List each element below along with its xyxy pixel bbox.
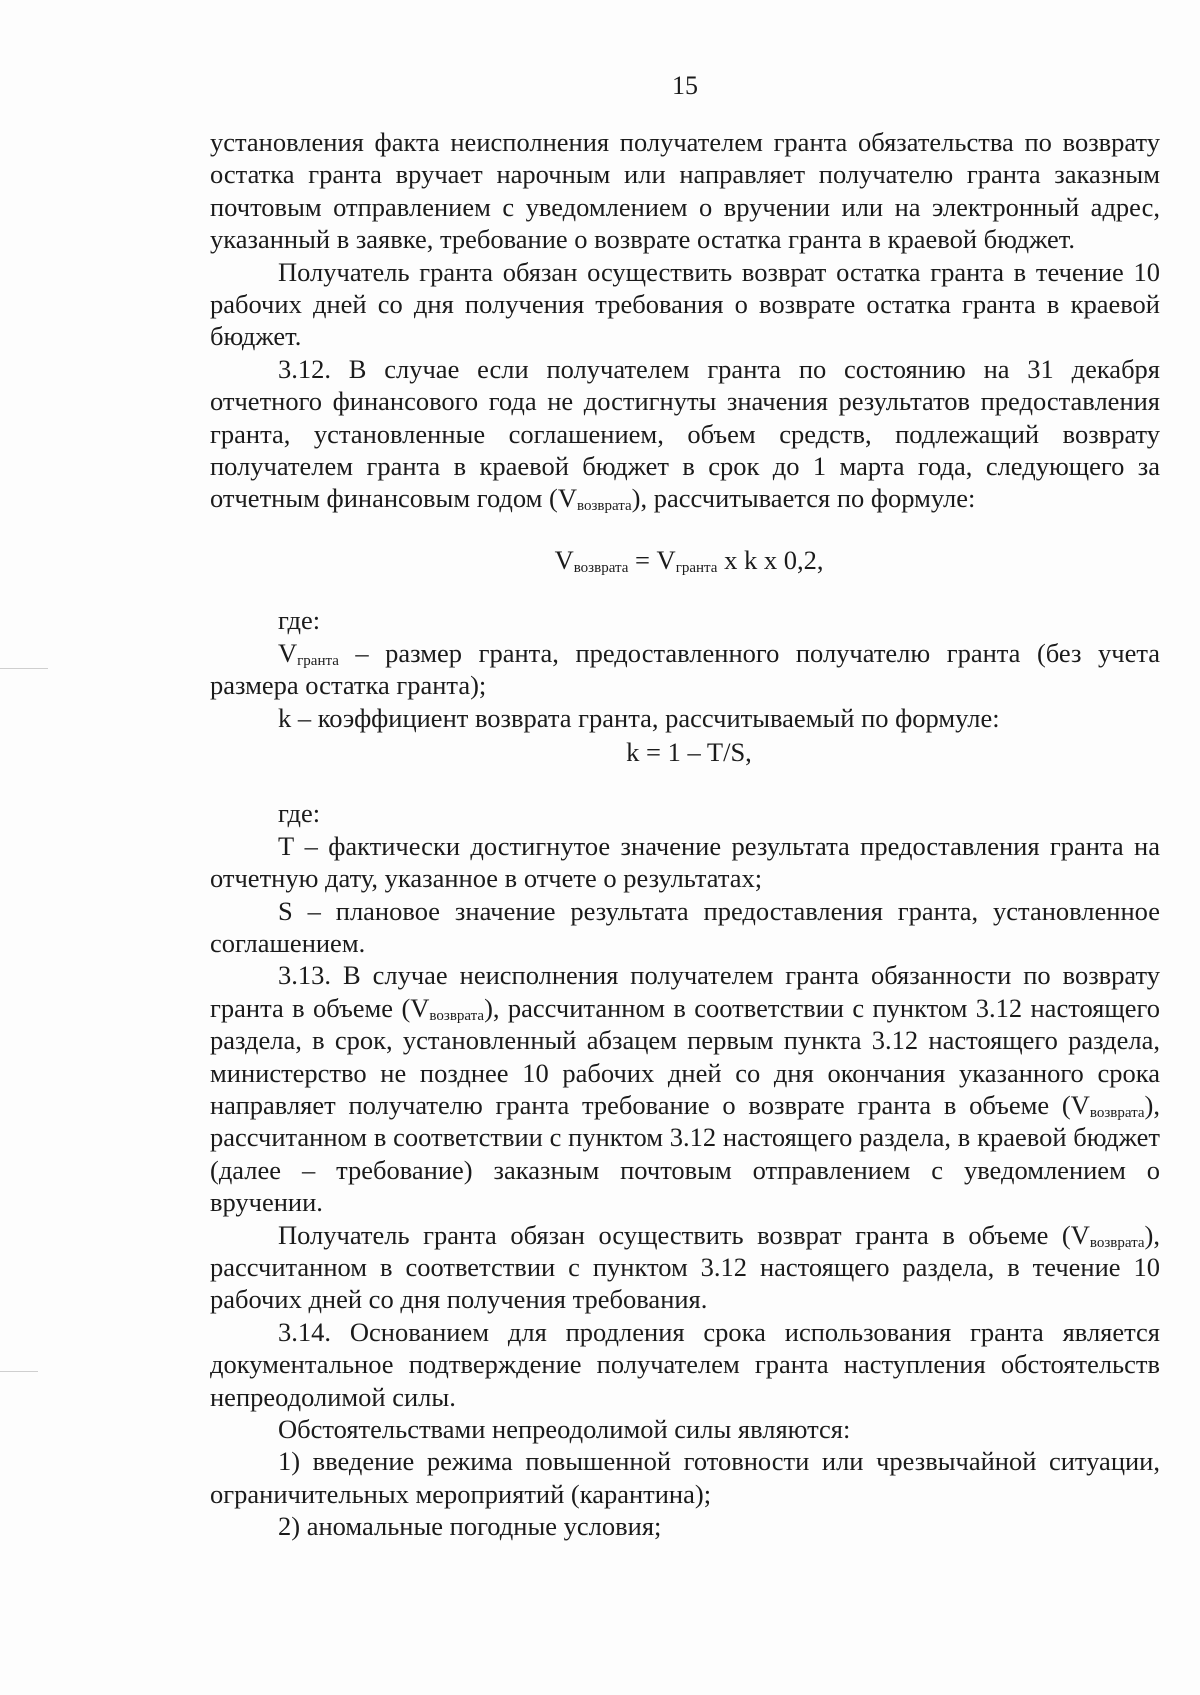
- list-item: 1) введение режима повышенной готовности или чрезвычайной ситуации, ограничительных мероприятий (карантина);: [210, 1446, 1160, 1509]
- definition-sub-granta: гранта: [297, 652, 339, 669]
- formula-v1: V: [554, 544, 574, 575]
- paragraph-3-14: 3.14. Основанием для продления срока использования гранта является документальное подтверждение получателем гранта наступления обстоятельств непреодолимой силы.: [210, 1316, 1160, 1412]
- formula-equals-v: = V: [628, 544, 676, 575]
- page-number: 15: [672, 71, 698, 100]
- definition-k: k – коэффициент возврата гранта, рассчитываемый по формуле:: [278, 702, 1000, 733]
- scan-artifact-line: [0, 1371, 38, 1372]
- paragraph-3-12-text-a: 3.12. В случае если получателем гранта по состоянию на 31 декабря отчетного финансового года не достигнуты значения результатов предоставления гранта, установленные соглашением, объем средств, подлежащий возврату получателем гранта в краевой бюджет в срок до 1 марта года, следующего за отчетным финансовым годом (V: [210, 353, 1160, 514]
- paragraph-3-13-sub-1: возврата: [429, 1007, 485, 1024]
- paragraph-3-13-text-c: ), рассчитанном в соответствии с пунктом 3.12 настоящего раздела, в краевой бюджет (далее – требование) заказным почтовым отправлением с уведомлением о вручении.: [210, 1089, 1160, 1218]
- paragraph-return-grant-sub: возврата: [1089, 1234, 1145, 1251]
- formula-v-vozvrata: [210, 544, 1160, 576]
- where-label-1: где:: [278, 605, 321, 636]
- paragraph-3-13-text-b: ), рассчитанном в соответствии с пунктом 3.12 настоящего раздела, в срок, установленный абзацем первым пункта 3.12 настоящего раздела, министерство не позднее 10 рабочих дней со дня окончания указанного срока направляет получателю гранта требование о возврате гранта в объеме (V: [210, 992, 1161, 1120]
- paragraph-3-12-text-b: ), рассчитывается по формуле:: [631, 483, 976, 514]
- paragraph-3-13-sub-2: возврата: [1089, 1104, 1145, 1121]
- paragraph-return-grant: [210, 1219, 1160, 1316]
- paragraph-return-grant-text-a: Получатель гранта обязан осуществить возврат гранта в объеме (V: [278, 1219, 1090, 1250]
- definition-s: S – плановое значение результата предоставления гранта, установленное соглашением.: [210, 895, 1160, 958]
- formula-sub-vozvrata: возврата: [573, 559, 629, 576]
- paragraph-return-remainder: Получатель гранта обязан осуществить возврат остатка гранта в течение 10 рабочих дней со дня получения требования о возврате остатка гранта в краевой бюджет.: [210, 256, 1160, 352]
- subscript-vozvrata: возврата: [577, 498, 632, 515]
- paragraph-3-12: [210, 353, 1160, 515]
- definition-v-granta-text: – размер гранта, предоставленного получателю гранта (без учета размера остатка гранта);: [210, 637, 1160, 701]
- where-label-2: где:: [278, 798, 321, 829]
- formula-sub-granta: гранта: [675, 559, 718, 576]
- definition-v: V: [278, 637, 298, 668]
- formula-tail: x k x 0,2,: [717, 544, 824, 575]
- definition-v-granta: [210, 637, 1160, 702]
- paragraph-continuation: установления факта неисполнения получателем гранта обязательства по возврату остатка гранта вручает нарочным или направляет получателю гранта заказным почтовым отправлением с уведомлением о вручении или на электронный адрес, указанный в заявке, требование о возврате остатка гранта в краевой бюджет.: [210, 127, 1160, 255]
- document-body: [210, 126, 1160, 1543]
- definition-t: Т – фактически достигнутое значение результата предоставления гранта на отчетную дату, указанное в отчете о результатах;: [210, 830, 1160, 894]
- formula-k: k = 1 – T/S,: [626, 736, 752, 767]
- paragraph-3-13: [210, 959, 1160, 1218]
- paragraph-force-majeure-intro: Обстоятельствами непреодолимой силы являются:: [278, 1414, 851, 1445]
- paragraph-return-grant-text-b: ), рассчитанном в соответствии с пунктом 3.12 настоящего раздела, в течение 10 рабочих дней со дня получения требования.: [210, 1219, 1160, 1315]
- scan-artifact-line: [0, 668, 48, 669]
- paragraph-3-13-text-a: 3.13. В случае неисполнения получателем гранта обязанности по возврату гранта в объеме (V: [210, 960, 1160, 1023]
- list-item: 2) аномальные погодные условия;: [278, 1511, 662, 1542]
